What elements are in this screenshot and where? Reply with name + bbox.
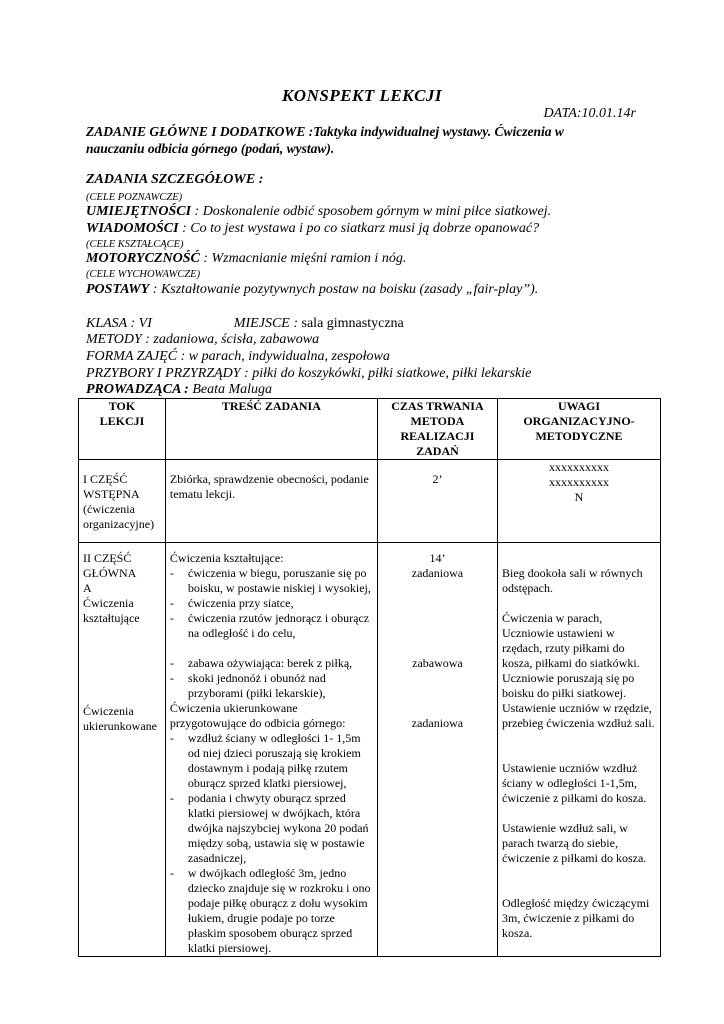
row1-tok [79, 460, 166, 543]
row1-czas-text: 2’ [432, 472, 443, 486]
row2-uwagi-a: Bieg dookoła sali w równych odstępach. [502, 566, 643, 595]
row1-uwagi-text: xxxxxxxxxx xxxxxxxxxx N [549, 460, 609, 504]
header-text: CZAS TRWANIA METODA REALIZACJI ZADAŃ [391, 399, 484, 458]
row2-uwagi-b: Ćwiczenia w parach, Uczniowie ustawieni w rzędach, rzuty piłkami do kosza, piłkami do siatkówki. Uczniowie poruszają się po boisku do piłki siatkowej. Ustawienie uczniów w rzędzie, przebieg ćwiczenia wzdłuż sali. [502, 611, 655, 730]
row2-list-3 [170, 731, 373, 956]
list-item: - skoki jednonóż i obunóż nad przyborami (piłki lekarskie), [170, 671, 373, 701]
row1-tresc-text: Zbiórka, sprawdzenie obecności, podanie tematu lekcji. [169, 472, 369, 501]
lesson-date: DATA:10.01.14r [543, 106, 636, 121]
row2-tok-part-a: II CZĘŚĆ GŁÓWNA A Ćwiczenia kształtujące [83, 551, 140, 625]
umiejetnosci-line [86, 204, 551, 220]
motorycznosc-line [86, 251, 406, 267]
postawy-label: POSTAWY [86, 282, 150, 297]
wiadomosci-text: : Co to jest wystawa i po co siatkarz musi ją dobrze opanować? [178, 221, 540, 236]
detailed-tasks-heading: ZADANIA SZCZEGÓŁOWE : [86, 172, 264, 187]
klasa-miejsce-line [86, 316, 404, 332]
umiejetnosci-text: : Doskonalenie odbić sposobem górnym w mini piłce siatkowej. [191, 204, 552, 219]
row2-tresc [165, 543, 377, 957]
header-text: TOK LEKCJI [99, 399, 145, 428]
klasa: KLASA : VI [86, 316, 152, 331]
list-item: - wzdłuż ściany w odległości 1- 1,5m od niej dzieci poruszają się krokiem dostawnym i podają piłkę rzutem oburącz sprzed klatki piersiowej, [170, 731, 373, 791]
row2-czas [377, 543, 497, 957]
list-item: - ćwiczenia w biegu, poruszanie się po boisku, w postawie niskiej i wysokiej, [170, 566, 373, 596]
forma-zajec: FORMA ZAJĘĆ : w parach, indywidualna, zespołowa [86, 349, 390, 364]
main-task-line-1: ZADANIE GŁÓWNE I DODATKOWE :Taktyka indywidualnej wystawy. Ćwiczenia w [86, 124, 564, 139]
przybory: PRZYBORY I PRZYRZĄDY : piłki do koszykówki, piłki siatkowe, piłki lekarskie [86, 366, 532, 381]
row1-tok-text: I CZĘŚĆ WSTĘPNA (ćwiczenia organizacyjne) [83, 472, 155, 531]
header-text: TREŚĆ ZADANIA [221, 399, 321, 413]
header-tresc-zadania [165, 399, 377, 460]
row2-tresc-intro-2: Ćwiczenia ukierunkowane przygotowujące do odbicia górnego: [169, 701, 346, 730]
row2-list-1 [170, 566, 373, 641]
metody: METODY : zadaniowa, ścisła, zabawowa [86, 332, 320, 347]
header-text: UWAGI ORGANIZACYJNO- METODYCZNE [523, 399, 635, 443]
prowadzaca-value: Beata Maluga [188, 382, 273, 397]
wiadomosci-label: WIADOMOŚCI [86, 221, 179, 236]
row2-uwagi [498, 543, 661, 957]
row2-tok-part-b: Ćwiczenia ukierunkowane [83, 704, 157, 733]
list-item: - podania i chwyty oburącz sprzed klatki piersiowej w dwójkach, która dwójka najszybciej wykona 20 podań między sobą, ustawia się w postawie zasadniczej, [170, 791, 373, 866]
header-tok-lekcji [79, 399, 166, 460]
list-item: - ćwiczenia rzutów jednorącz i oburącz na odległość i do celu, [170, 611, 373, 641]
row1-czas [377, 460, 497, 543]
postawy-line [86, 282, 538, 298]
row1-uwagi [498, 460, 661, 543]
header-uwagi [498, 399, 661, 460]
motorycznosc-text: : Wzmacnianie mięśni ramion i nóg. [199, 251, 407, 266]
miejsce-label: MIEJSCE : [233, 316, 302, 331]
row1-tresc [165, 460, 377, 543]
list-item: - w dwójkach odległość 3m, jedno dziecko znajduje się w rozkroku i ono podaje piłkę oburącz z dołu wysokim łukiem, drugie podaje po torze płaskim sposobem oburącz sprzed klatki piersiowej. [170, 866, 373, 956]
row2-czas-c: zadaniowa [411, 716, 464, 730]
list-item: - ćwiczenia przy siatce, [170, 596, 373, 611]
cele-ksztalcace: (CELE KSZTAŁCĄCE) [86, 239, 184, 250]
row2-uwagi-c: Ustawienie uczniów wzdłuż ściany w odległości 1-1,5m, ćwiczenie z piłkami do kosza. [502, 761, 647, 805]
row2-tok [79, 543, 166, 957]
row2-list-2 [170, 656, 373, 701]
row2-uwagi-e: Odległość między ćwiczącymi 3m, ćwiczenie z piłkami do kosza. [502, 896, 650, 940]
row2-tresc-intro: Ćwiczenia kształtujące: [169, 551, 284, 565]
list-item: - zabawa ożywiająca: berek z piłką, [170, 656, 373, 671]
wiadomosci-line [86, 221, 539, 237]
table-row [79, 460, 661, 543]
cele-poznawcze: (CELE POZNAWCZE) [86, 192, 183, 203]
row2-czas-b: zabawowa [412, 656, 463, 670]
prowadzaca-label: PROWADZĄCA : [86, 382, 189, 397]
cele-wychowawcze: (CELE WYCHOWAWCZE) [86, 269, 201, 280]
motorycznosc-label: MOTORYCZNOŚĆ [86, 251, 200, 266]
table-row [79, 543, 661, 957]
row2-czas-a: 14’ zadaniowa [411, 551, 464, 580]
page-title: KONSPEKT LEKCJI [281, 86, 443, 105]
lesson-table [78, 398, 661, 957]
row2-uwagi-d: Ustawienie wzdłuż sali, w parach twarzą do siebie, ćwiczenie z piłkami do kosza. [502, 821, 647, 865]
header-czas-trwania [377, 399, 497, 460]
postawy-text: : Kształtowanie pozytywnych postaw na boisku (zasady „fair-play”). [149, 282, 539, 297]
umiejetnosci-label: UMIEJĘTNOŚCI [86, 204, 192, 219]
main-task-line-2: nauczaniu odbicia górnego (podań, wystaw). [86, 141, 335, 156]
miejsce-value: sala gimnastyczna [301, 316, 404, 331]
table-header-row [79, 399, 661, 460]
prowadzaca-line [86, 382, 272, 398]
